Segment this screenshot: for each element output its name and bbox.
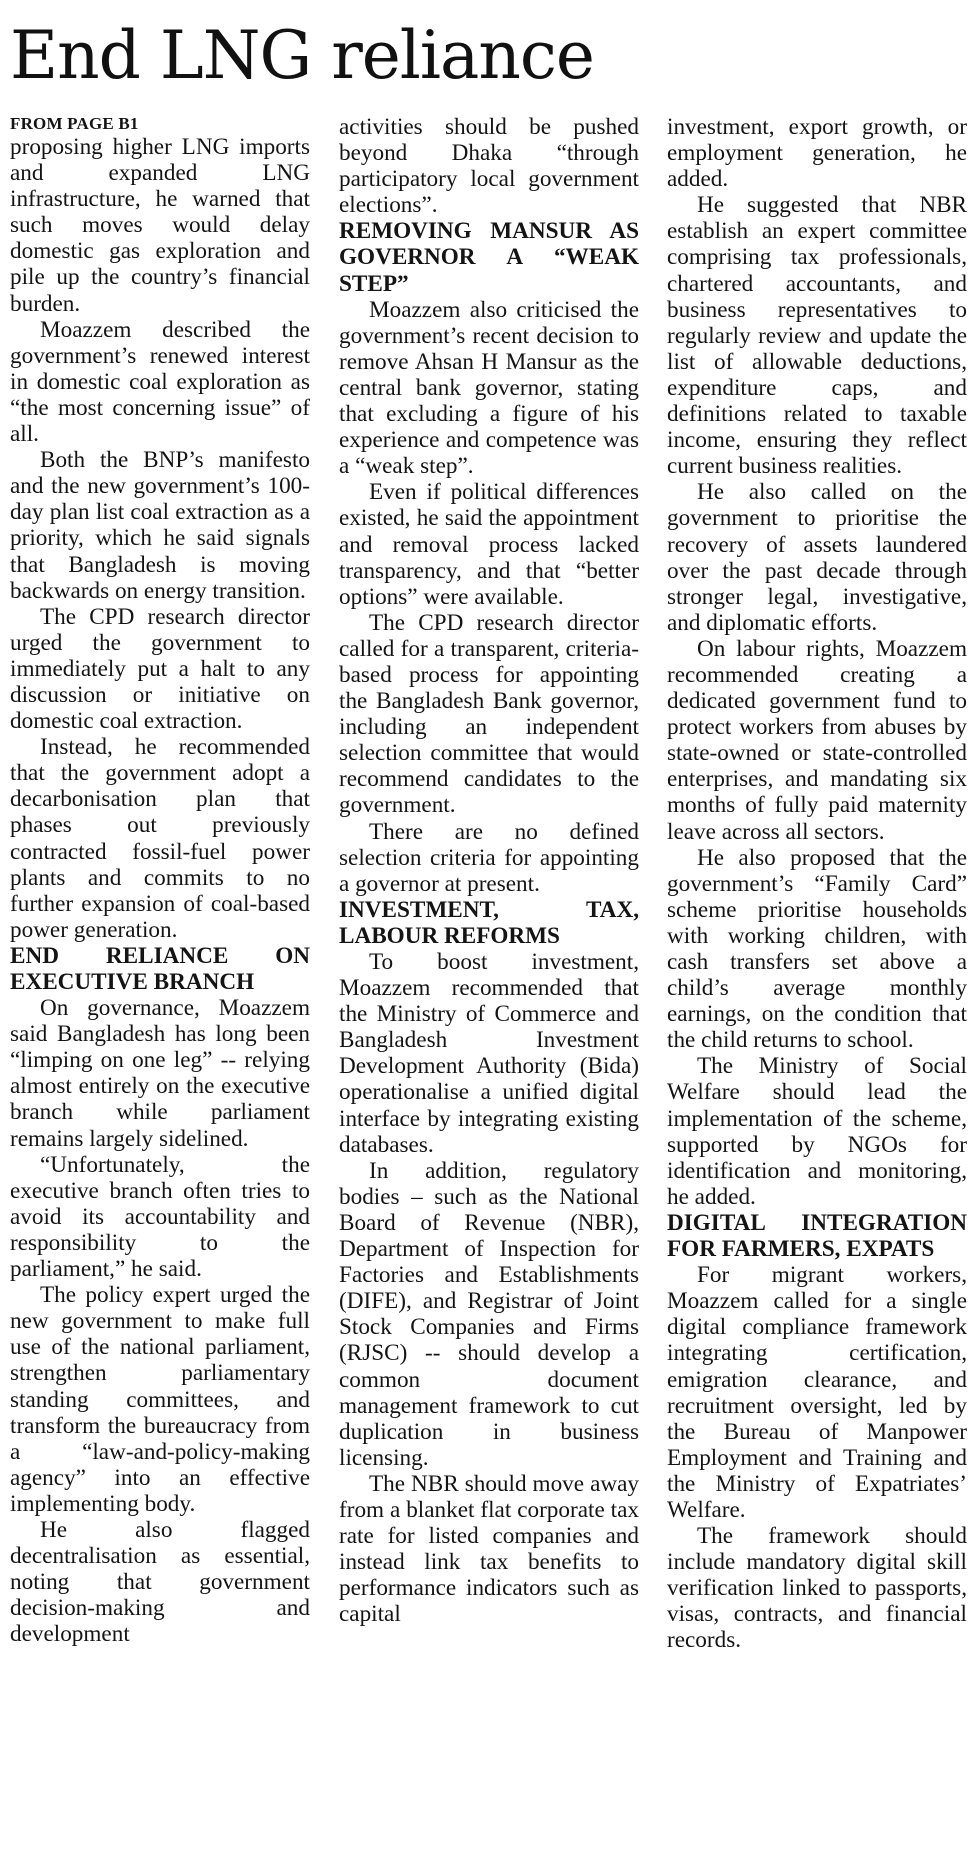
article-column-2 [339,114,639,1874]
body-paragraph: On governance, Moazzem said Bangladesh has long been “limping on one leg” -- relying almost entirely on the executive branch while parliament remains largely sidelined. [10,995,310,1152]
section-subhead: REMOVING MANSUR AS GOVERNOR A “WEAK STEP” [339,218,639,297]
body-paragraph: investment, export growth, or employment generation, he added. [667,114,967,193]
section-subhead: END RELIANCE ON EXECUTIVE BRANCH [10,942,310,995]
section-subhead: INVESTMENT, TAX, LABOUR REFORMS [339,896,639,949]
body-paragraph: He also proposed that the government’s “Family Card” scheme prioritise households with working children, with cash transfers set above a child’s average monthly earnings, on the condition that the child returns to school. [667,844,967,1054]
article-column-3 [667,114,967,1874]
body-paragraph: Both the BNP’s manifesto and the new government’s 100-day plan list coal extraction as a priority, which he said signals that Bangladesh is moving backwards on energy transition. [10,447,310,604]
kicker: FROM PAGE B1 [10,114,139,133]
body-paragraph: The CPD research director urged the government to immediately put a halt to any discussion or initiative on domestic coal extraction. [10,603,310,735]
body-paragraph: The CPD research director called for a transparent, criteria-based process for appointing the Bangladesh Bank governor, including an independent selection committee that would recommend candidates to the government. [339,609,639,819]
body-paragraph: The NBR should move away from a blanket flat corporate tax rate for listed companies and instead link tax benefits to performance indicators such as capital [339,1470,639,1628]
body-paragraph: The Ministry of Social Welfare should lead the implementation of the scheme, supported by NGOs for identification and monitoring, he added. [667,1053,967,1210]
body-paragraph: activities should be pushed beyond Dhaka “through participatory local government elections”. [339,114,639,219]
body-paragraph: For migrant workers, Moazzem called for a single digital compliance framework integrating certification, emigration clearance, and recruitment oversight, led by the Bureau of Manpower Employment and Training and the Ministry of Expatriates’ Welfare. [667,1262,967,1523]
body-paragraph: The framework should include mandatory digital skill verification linked to passports, visas, contracts, and financial records. [667,1523,967,1654]
headline: End LNG reliance [10,17,594,94]
body-paragraph: Instead, he recommended that the government adopt a decarbonisation plan that phases out previously contracted fossil-fuel power plants and commits to no further expansion of coal-based power generation. [10,734,310,943]
body-paragraph: Even if political differences existed, he said the appointment and removal process lacked transparency, and that “better options” were available. [339,479,639,610]
body-paragraph: To boost investment, Moazzem recommended that the Ministry of Commerce and Bangladesh Investment Development Authority (Bida) operationalise a unified digital interface by integrating existing databases. [339,949,639,1158]
article-column-1 [10,114,310,1874]
body-paragraph: He suggested that NBR establish an expert committee comprising tax professionals, chartered accountants, and business representatives to regularly review and update the list of allowable deductions, expenditure caps, and definitions related to taxable income, ensuring they reflect current business realities. [667,192,967,480]
body-paragraph: Moazzem also criticised the government’s recent decision to remove Ahsan H Mansur as the central bank governor, stating that excluding a figure of his experience and competence was a “weak step”. [339,296,639,480]
body-paragraph: The policy expert urged the new government to make full use of the national parliament, strengthen parliamentary standing committees, and transform the bureaucracy from a “law-and-policy-making agency” into an effective implementing body. [10,1282,310,1517]
body-paragraph: On labour rights, Moazzem recommended creating a dedicated government fund to protect workers from abuses by state-owned or state-controlled enterprises, and mandating six months of fully paid maternity leave across all sectors. [667,635,967,845]
body-paragraph: “Unfortunately, the executive branch often tries to avoid its accountability and responsibility to the parliament,” he said. [10,1151,310,1283]
body-paragraph: There are no defined selection criteria for appointing a governor at present. [339,818,639,897]
body-paragraph: proposing higher LNG imports and expanded LNG infrastructure, he warned that such moves would delay domestic gas exploration and pile up the country’s financial burden. [10,134,310,317]
body-paragraph: He also called on the government to prioritise the recovery of assets laundered over the past decade through stronger legal, investigative, and diplomatic efforts. [667,479,967,636]
body-paragraph: In addition, regulatory bodies – such as the National Board of Revenue (NBR), Department of Inspection for Factories and Establishments (DIFE), and Registrar of Joint Stock Companies and Firms (RJSC) -- should develop a common document management framework to cut duplication in business licensing. [339,1157,639,1471]
body-paragraph: Moazzem described the government’s renewed interest in domestic coal exploration as “the most concerning issue” of all. [10,316,310,448]
body-paragraph: He also flagged decentralisation as essential, noting that government decision-making and development [10,1516,310,1648]
section-subhead: DIGITAL INTEGRATION FOR FARMERS, EXPATS [667,1209,967,1263]
